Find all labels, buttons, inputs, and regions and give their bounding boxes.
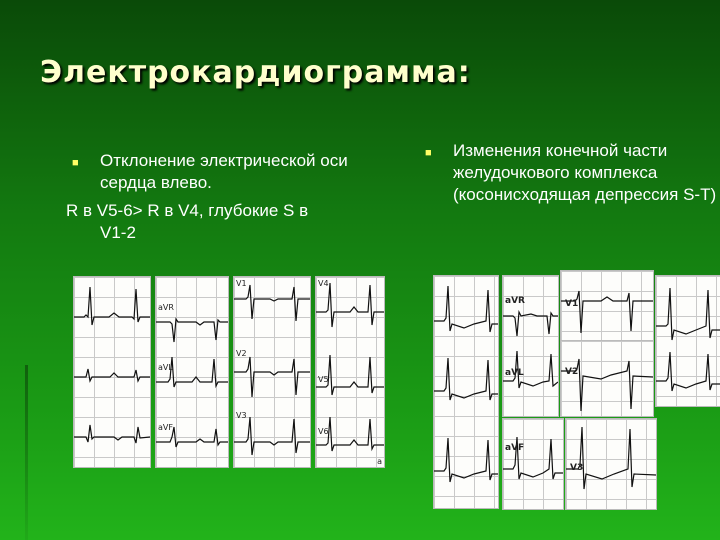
square-bullet-icon: ■ bbox=[425, 147, 432, 159]
left-text-line2: V1-2 bbox=[100, 223, 136, 242]
left-bullet bbox=[72, 150, 392, 194]
ecg-strip-right-v3 bbox=[565, 418, 657, 510]
lead-label-avr-right: aVR bbox=[505, 296, 525, 306]
lead-label-v2: V2 bbox=[236, 349, 247, 358]
lead-label-v6: V6 bbox=[318, 427, 329, 436]
left-text-line1: R в V5-6> R в V4, глубокие S в bbox=[66, 201, 309, 220]
ecg-strip-right-v1 bbox=[560, 270, 654, 342]
ecg-strip-right-augmented bbox=[502, 275, 559, 417]
ecg-strip-limb-leads bbox=[73, 276, 151, 468]
left-bullet-text: Отклонение электрической оси сердца влево. bbox=[100, 151, 348, 192]
lead-label-v3-right: V3 bbox=[570, 463, 584, 473]
left-plain-text bbox=[66, 200, 392, 244]
lead-label-v5: V5 bbox=[318, 375, 329, 384]
right-bullet-text: Изменения конечной части желудочкового комплекса (косонисходящая депрессия S-T) bbox=[453, 141, 717, 204]
square-bullet-icon: ■ bbox=[72, 157, 79, 169]
ecg-strip-right-far bbox=[655, 275, 720, 407]
decorative-line bbox=[25, 365, 28, 540]
right-bullet bbox=[425, 140, 720, 206]
lead-label-v2-right: V2 bbox=[565, 367, 579, 377]
ecg-strip-right-limb bbox=[433, 275, 499, 509]
ecg-strip-augmented-leads bbox=[155, 276, 229, 468]
lead-label-v1: V1 bbox=[236, 279, 247, 288]
left-column bbox=[66, 150, 392, 244]
lead-label-v1-right: V1 bbox=[565, 299, 579, 309]
ecg-strip-right-v2 bbox=[560, 340, 654, 417]
lead-label-v4: V4 bbox=[318, 279, 329, 288]
ecg-strip-v4-v6 bbox=[315, 276, 385, 468]
slide-title: Электрокардиограмма: bbox=[40, 55, 471, 90]
lead-label-avf: aVF bbox=[158, 423, 173, 432]
right-column bbox=[425, 140, 720, 206]
lead-label-avl: aVL bbox=[158, 363, 173, 372]
ecg-strip-right-avf bbox=[502, 418, 564, 510]
lead-label-avl-right: aVL bbox=[505, 368, 524, 378]
lead-label-avr: aVR bbox=[158, 303, 174, 312]
figure-corner-label: a bbox=[377, 457, 382, 466]
lead-label-avf-right: aVF bbox=[505, 443, 525, 453]
ecg-strip-v1-v3 bbox=[233, 276, 311, 468]
lead-label-v3: V3 bbox=[236, 411, 247, 420]
